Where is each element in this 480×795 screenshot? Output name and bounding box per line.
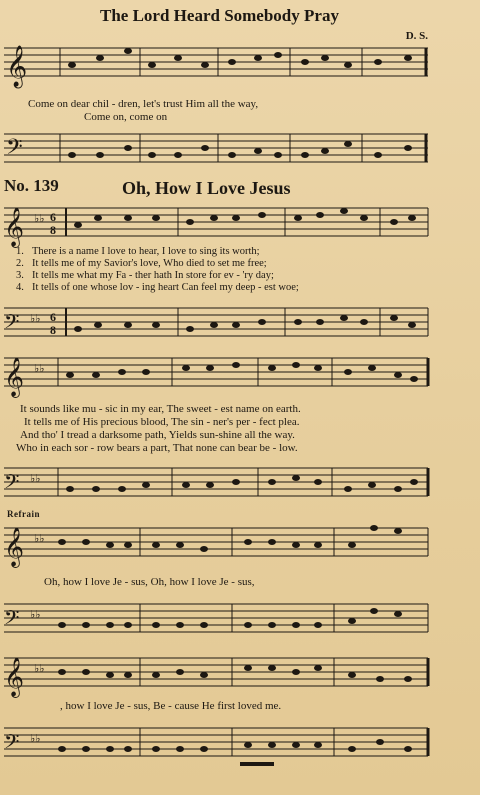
svg-text:8: 8 [50,323,56,337]
previous-lyric-line: Come on dear chil - dren, let's trust Him all the way, [28,98,259,110]
verse-text: It tells me of my Savior's love, Who died to set me free; [32,258,267,269]
music-staff [0,596,480,642]
ds-mark: D. S. [405,30,428,42]
music-staff [0,300,480,346]
music-staff [0,200,480,248]
svg-text:♭♭: ♭♭ [30,473,41,485]
svg-text:𝄞: 𝄞 [6,46,28,86]
verse-line [16,282,299,293]
verse-line [16,270,274,281]
svg-text:𝄞: 𝄞 [4,209,25,246]
svg-text:𝄢: 𝄢 [4,312,20,338]
svg-text:♭♭: ♭♭ [34,533,45,545]
refrain-lyric-line: , how I love Je - sus, Be - cause He first loved me. [60,700,282,712]
verse-line [16,258,267,269]
hymn-title: Oh, How I Love Jesus [122,178,291,198]
music-staff [0,40,480,98]
svg-text:8: 8 [50,223,56,237]
verse-line: It tells me of His precious blood, The sin - ner's per - fect plea. [24,416,300,428]
hymn-number: No. 139 [4,176,59,195]
svg-text:𝄢: 𝄢 [4,608,20,634]
svg-text:♭♭: ♭♭ [30,733,41,745]
svg-text:♭♭: ♭♭ [30,609,41,621]
svg-text:𝄢: 𝄢 [6,135,23,164]
svg-text:𝄞: 𝄞 [4,359,25,396]
verse-number: 2. [16,258,24,269]
verse-line: Who in each sor - row bears a part, That none can bear be - low. [16,442,298,454]
svg-text:𝄢: 𝄢 [4,732,20,758]
verse-text: It tells of one whose lov - ing heart Can feel my deep - est woe; [32,282,299,293]
music-staff [0,650,480,698]
svg-text:𝄢: 𝄢 [4,472,20,498]
music-staff [0,126,480,178]
previous-lyric-line: Come on, come on [84,111,168,123]
svg-text:♭♭: ♭♭ [34,363,45,375]
music-staff [0,520,480,568]
verse-line [16,246,260,257]
svg-text:6: 6 [50,310,56,324]
refrain-lyric-line: Oh, how I love Je - sus, Oh, how I love Je - sus, [44,576,255,588]
svg-text:♭♭: ♭♭ [34,663,45,675]
verse-number: 1. [16,246,24,257]
verse-number: 3. [16,270,24,281]
verse-text: There is a name I love to hear, I love to sing its worth; [32,246,260,257]
svg-text:𝄞: 𝄞 [4,659,25,696]
previous-hymn-title: The Lord Heard Somebody Pray [100,6,339,25]
svg-text:6: 6 [50,210,56,224]
verse-number: 4. [16,282,24,293]
refrain-label: Refrain [7,509,40,519]
svg-text:♭♭: ♭♭ [30,313,41,325]
svg-text:𝄞: 𝄞 [4,529,25,566]
svg-text:♭♭: ♭♭ [34,213,45,225]
music-staff [0,460,480,506]
verse-text: It tells me what my Fa - ther hath In store for ev - 'ry day; [32,270,274,281]
verse-line: It sounds like mu - sic in my ear, The sweet - est name on earth. [20,403,301,415]
music-staff [0,720,480,780]
verse-line: And tho' I tread a darksome path, Yields sun-shine all the way. [20,429,295,441]
music-staff [0,350,480,400]
